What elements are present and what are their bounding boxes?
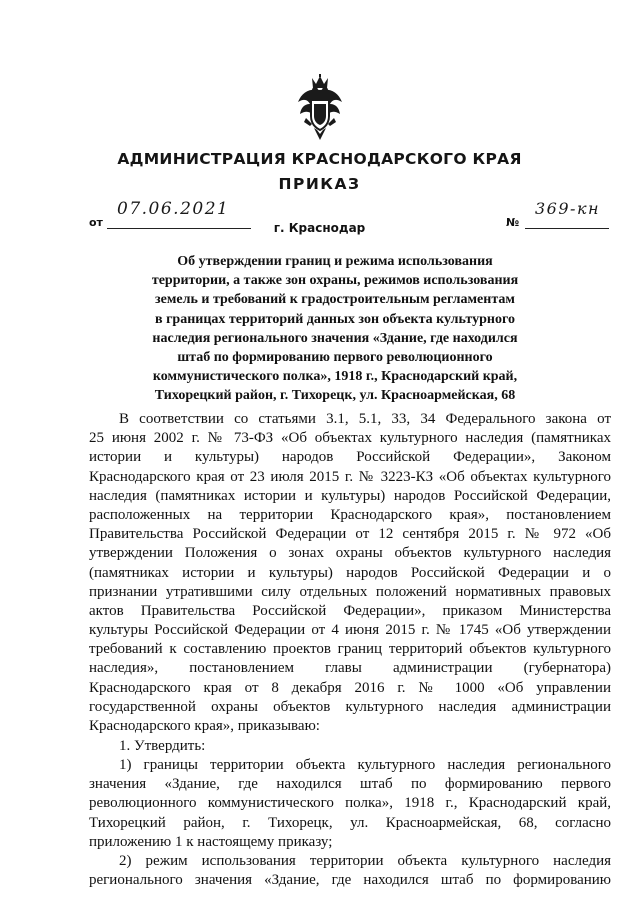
- item-heading: 1. Утвердить:: [119, 738, 206, 754]
- item-heading-paragraph: [89, 737, 611, 756]
- subject-line: в границах территорий данных зон объекта культурного: [155, 311, 515, 327]
- subject-line: земель и требований к градостроительным регламентам: [155, 292, 515, 308]
- body-line: В соответствии со статьями 3.1, 5.1, 33, 34 Федерального закона от: [119, 411, 611, 427]
- subject-line: коммунистического полка», 1918 г., Краснодарский край,: [152, 369, 518, 385]
- handwritten-date: 07.06.2021: [117, 199, 230, 219]
- subject-line: Тихорецкий район, г. Тихорецк, ул. Красноармейская, 68: [154, 388, 516, 404]
- body-line: 25 июня 2002 г. № 73-ФЗ «Об объектах культурного наследия (памятниках: [89, 430, 611, 447]
- city-label: г. Краснодар: [273, 221, 366, 235]
- body-line: культуры Российской Федерации от 4 июня 2015 г. № 1745 «Об утверждении: [89, 622, 611, 639]
- document-type: ПРИКАЗ: [278, 175, 361, 193]
- body-line: Краснодарского края от 23 июля 2015 г. № 3223-КЗ «Об объектах культурного: [89, 468, 611, 485]
- handwritten-number: 369-кн: [535, 199, 601, 218]
- body-line: требований к составлению проектов границ территорий объектов культурного: [89, 641, 611, 658]
- body-line: признании утратившими силу отдельных положений нормативных правовых: [89, 583, 611, 600]
- body-line: регионального значения «Здание, где находился штаб по формированию: [89, 872, 611, 889]
- date-label: от: [89, 216, 103, 229]
- body-line: наследия», постановлением главы администрации (губернатора): [89, 660, 611, 677]
- subject-line: территории, а также зон охраны, режимов использования: [151, 273, 519, 289]
- preamble-paragraph: [89, 410, 611, 736]
- organization-title: АДМИНИСТРАЦИЯ КРАСНОДАРСКОГО КРАЯ: [117, 150, 522, 168]
- body-line: значения «Здание, где находился штаб по формированию первого: [89, 776, 611, 793]
- item-2-paragraph: [89, 852, 611, 890]
- subject-line: наследия регионального значения «Здание, где находился: [152, 330, 518, 346]
- body-line: приложению 1 к настоящему приказу;: [89, 833, 333, 850]
- body-line: Краснодарского края», приказываю:: [89, 718, 320, 734]
- body-line: расположенных на территории Краснодарского края», постановлением: [89, 506, 611, 523]
- subject-line: штаб по формированию первого революционного: [177, 350, 493, 366]
- number-label: №: [506, 216, 520, 229]
- body-line: (памятниках истории и культуры) народов Российской Федерации и о: [89, 564, 611, 581]
- body-line: Краснодарского края от 8 декабря 2016 г. № 1000 «Об управлении: [89, 679, 611, 696]
- body-line: Тихорецкий район, г. Тихорецк, ул. Красноармейская, 68, согласно: [89, 814, 611, 831]
- body-line: 2) режим использования территории объекта культурного наследия: [119, 853, 611, 869]
- body-line: актов Правительства Российской Федерации», приказом Министерства: [89, 602, 611, 619]
- item-1-paragraph: [89, 756, 611, 852]
- body-line: Правительства Российской Федерации от 12 сентября 2015 г. № 972 «Об: [89, 526, 611, 543]
- body-line: утверждении Положения о зонах охраны объектов культурного наследия: [89, 545, 611, 562]
- body-line: 1) границы территории объекта культурного наследия регионального: [119, 757, 611, 773]
- subject-line: Об утверждении границ и режима использования: [177, 254, 493, 269]
- body-line: наследия (памятниках истории и культуры) народов Российской Федерации,: [89, 487, 611, 504]
- body-line: революционного коммунистического полка», 1918 г., Краснодарский край,: [89, 795, 611, 812]
- body-line: истории и культуры) народов Российской Федерации», Законом: [89, 449, 611, 466]
- body-line: государственной охраны объектов культурного наследия администрации: [89, 698, 611, 715]
- coat-of-arms-icon: [296, 74, 344, 140]
- document-subject: [150, 252, 520, 406]
